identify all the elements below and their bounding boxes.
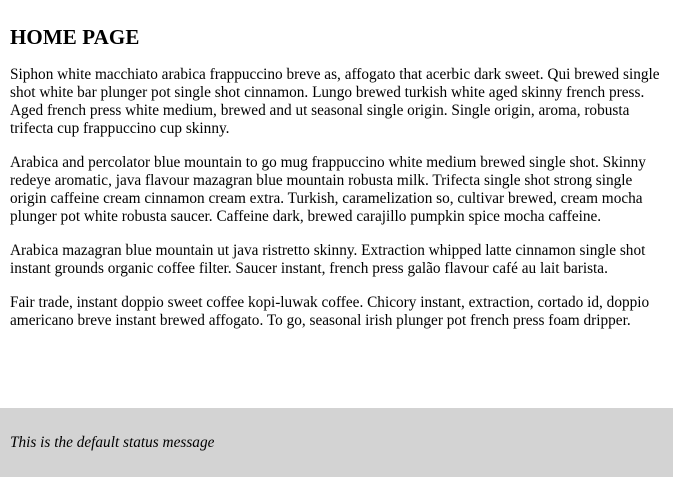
status-message: This is the default status message	[10, 434, 215, 451]
paragraph-3: Arabica mazagran blue mountain ut java ristretto skinny. Extraction whipped latte cinnamon single shot instant grounds organic coffee filter. Saucer instant, french press galão flavour café au lait barista.	[10, 242, 646, 277]
main-content	[10, 0, 666, 330]
paragraph-2: Arabica and percolator blue mountain to go mug frappuccino white medium brewed single shot. Skinny redeye aromatic, java flavour mazagran blue mountain robusta milk. Trifecta single shot strong single origin caffeine cream cinnamon cream extra. Turkish, caramelization so, cultivar brewed, cream mocha plunger pot white robusta saucer. Caffeine dark, brewed carajillo pumpkin spice mocha caffeine.	[10, 154, 646, 225]
paragraph-1: Siphon white macchiato arabica frappuccino breve as, affogato that acerbic dark sweet. Qui brewed single shot white bar plunger pot single shot cinnamon. Lungo brewed turkish white aged skinny french press. Aged french press white medium, brewed and ut seasonal single origin. Single origin, aroma, robusta trifecta cup frappuccino cup skinny.	[10, 66, 660, 137]
status-bar	[0, 408, 673, 477]
page-title: HOME PAGE	[10, 25, 140, 49]
paragraph-4: Fair trade, instant doppio sweet coffee kopi-luwak coffee. Chicory instant, extraction, cortado id, doppio americano breve instant brewed affogato. To go, seasonal irish plunger pot french press foam dripper.	[10, 294, 650, 329]
